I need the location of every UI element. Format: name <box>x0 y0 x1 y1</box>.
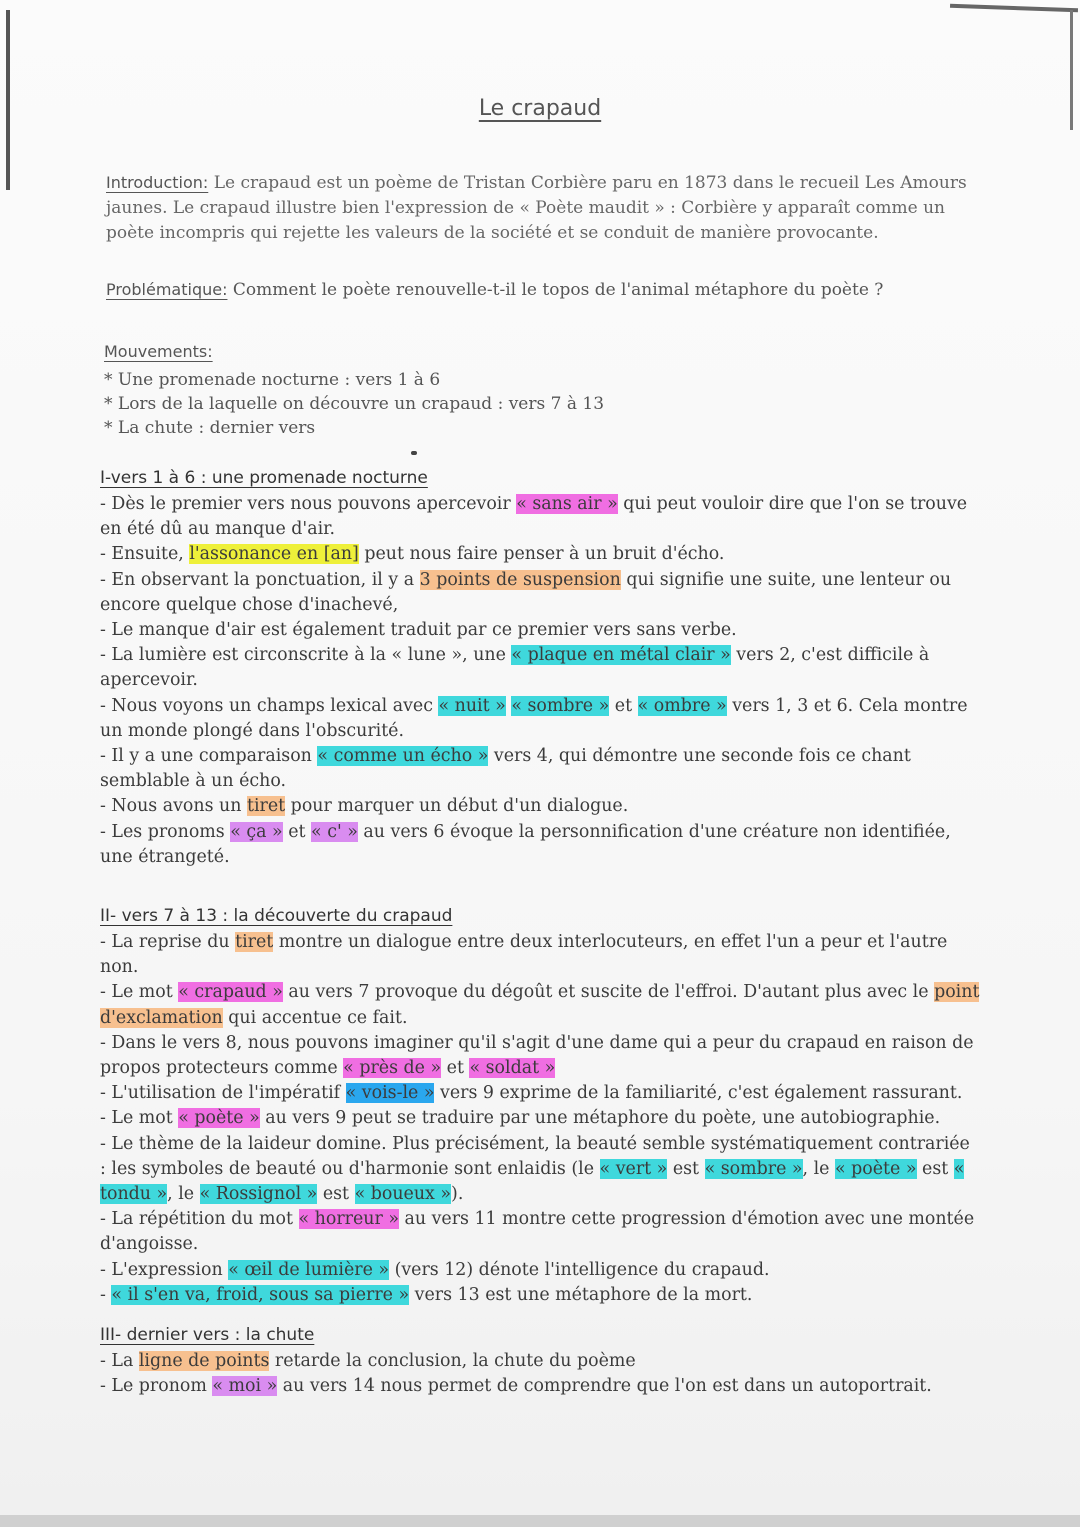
highlighted-quote: « sans air » <box>516 494 618 514</box>
introduction-label: Introduction: <box>106 173 209 192</box>
list-item <box>100 930 980 980</box>
highlighted-quote: « horreur » <box>298 1209 399 1230</box>
section-items <box>100 492 980 870</box>
text-fragment: - La lumière est circonscrite à la « lune », une <box>100 645 512 666</box>
text-fragment: qui accentue ce fait. <box>222 1007 408 1028</box>
text-fragment: est <box>916 1158 954 1179</box>
text-fragment: - En observant la ponctuation, il y a <box>100 569 420 590</box>
text-fragment: vers 13 est une métaphore de la mort. <box>409 1284 753 1305</box>
highlighted-quote: « œil de lumière » <box>228 1259 390 1280</box>
list-item <box>100 542 980 567</box>
text-fragment: - Le pronom <box>100 1376 213 1397</box>
section-1 <box>100 468 980 870</box>
highlighted-quote: tiret <box>235 932 274 952</box>
highlighted-quote: « moi » <box>212 1376 278 1397</box>
list-item <box>100 980 980 1030</box>
introduction-text: Le crapaud est un poème de Tristan Corbière paru en 1873 dans le recueil Les Amours jaunes. Le crapaud illustre bien l'expression de « Poète maudit » : Corbière y apparaît comme un poète incompris qui rejette les valeurs de la société et se conduit de manière provocante. <box>106 173 967 243</box>
text-fragment: montre un dialogue entre deux interlocuteurs, en effet l'un a peur et l'autre non. <box>100 932 948 978</box>
paper-edge-top <box>950 4 1078 12</box>
problematique-label: Problématique: <box>106 280 228 299</box>
list-item <box>100 1374 980 1399</box>
highlighted-quote: « vert » <box>599 1158 668 1179</box>
section-3 <box>100 1325 980 1399</box>
highlighted-quote: « ça » <box>230 821 283 842</box>
highlighted-quote: « poète » <box>178 1108 260 1129</box>
text-fragment: ). <box>451 1184 464 1205</box>
highlighted-quote: « nuit » <box>438 695 506 716</box>
section-2 <box>100 906 980 1308</box>
text-fragment: qui peut vouloir dire que l'on se trouve en été dû au manque d'air. <box>100 494 968 540</box>
list-item <box>100 820 980 870</box>
text-fragment: , le <box>167 1184 200 1205</box>
mouvements-label: Mouvements: <box>104 342 213 361</box>
highlighted-quote: « vois-le » <box>345 1083 435 1104</box>
highlighted-quote: « comme un écho » <box>317 746 489 767</box>
ink-dot <box>411 451 417 455</box>
text-fragment: , le <box>802 1158 835 1179</box>
text-fragment: - Dans le vers 8, nous pouvons imaginer qu'il s'agit d'une dame qui a peur du crapaud en raison de propos protecteurs comme <box>100 1032 974 1079</box>
text-fragment: qui signifie une suite, une lenteur ou encore quelque chose d'inachevé, <box>100 569 952 615</box>
text-fragment: - L'utilisation de l'impératif <box>100 1083 346 1104</box>
text-fragment: - La reprise du <box>100 932 236 952</box>
text-fragment: est <box>317 1184 355 1205</box>
text-fragment: au vers 14 nous permet de comprendre que l'on est dans un autoportrait. <box>277 1376 932 1397</box>
highlighted-quote: « ombre » <box>637 695 727 716</box>
text-fragment: - La <box>100 1351 139 1371</box>
section-items <box>100 1349 980 1399</box>
text-fragment: - Dès le premier vers nous pouvons apercevoir <box>100 494 517 514</box>
highlighted-quote: « boueux » <box>354 1184 452 1205</box>
list-item <box>100 492 980 542</box>
problematique <box>106 277 986 303</box>
page-title <box>0 96 1080 121</box>
list-item <box>100 1207 980 1257</box>
highlighted-quote: « près de » <box>343 1058 442 1079</box>
text-fragment: - Le mot <box>100 982 179 1003</box>
list-item <box>100 694 980 744</box>
text-fragment: pour marquer un début d'un dialogue. <box>285 796 629 817</box>
list-item: * Lors de la laquelle on découvre un crapaud : vers 7 à 13 <box>104 394 605 414</box>
highlighted-quote: point d'exclamation <box>100 982 980 1028</box>
list-item: * Une promenade nocturne : vers 1 à 6 <box>104 370 441 390</box>
page-title-text: Le crapaud <box>478 96 602 121</box>
highlighted-quote: « tondu » <box>100 1158 965 1205</box>
text-fragment: - Le mot <box>100 1108 179 1129</box>
list-item <box>100 1132 980 1208</box>
text-fragment: - <box>100 1284 112 1305</box>
highlighted-quote: 3 points de suspension <box>419 569 621 590</box>
highlighted-quote: « sombre » <box>704 1158 803 1179</box>
section-heading: II- vers 7 à 13 : la découverte du crapaud <box>100 906 453 926</box>
text-fragment: au vers 9 peut se traduire par une métaphore du poète, une autobiographie. <box>259 1108 941 1129</box>
text-fragment: au vers 7 provoque du dégoût et suscite de l'effroi. D'autant plus avec le <box>282 982 935 1003</box>
highlighted-quote: « soldat » <box>469 1058 556 1079</box>
text-fragment: - Il y a une comparaison <box>100 746 318 767</box>
introduction <box>106 170 986 246</box>
highlighted-quote: « sombre » <box>511 695 610 716</box>
text-fragment: et <box>441 1058 470 1079</box>
highlighted-quote: « poète » <box>835 1158 917 1179</box>
section-heading: I-vers 1 à 6 : une promenade nocturne <box>100 468 428 488</box>
text-fragment: et <box>282 821 312 842</box>
highlighted-quote: « Rossignol » <box>199 1184 318 1205</box>
list-item <box>100 1081 980 1106</box>
list-item <box>100 1258 980 1283</box>
list-item <box>100 1283 980 1308</box>
text-fragment: peut nous faire penser à un bruit d'écho. <box>358 544 725 565</box>
text-fragment: (vers 12) dénote l'intelligence du crapaud. <box>389 1259 770 1280</box>
list-item <box>100 1031 980 1081</box>
highlighted-quote: l'assonance en [an] <box>189 544 359 565</box>
list-item <box>100 643 980 693</box>
list-item <box>100 618 980 643</box>
list-item <box>100 1106 980 1131</box>
text-fragment: vers 2, c'est difficile à apercevoir. <box>100 645 930 691</box>
list-item <box>100 568 980 618</box>
text-fragment: au vers 11 montre cette progression d'émotion avec une montée d'angoisse. <box>100 1209 975 1255</box>
text-fragment: vers 9 exprime de la familiarité, c'est également rassurant. <box>434 1083 963 1104</box>
text-fragment: est <box>667 1158 705 1179</box>
mouvements <box>104 340 984 440</box>
highlighted-quote: tiret <box>247 796 286 817</box>
highlighted-quote: ligne de points <box>138 1351 270 1371</box>
text-fragment: vers 1, 3 et 6. Cela montre un monde plongé dans l'obscurité. <box>100 695 968 741</box>
highlighted-quote: « c' » <box>311 821 358 842</box>
text-fragment: - La répétition du mot <box>100 1209 299 1230</box>
text-fragment: - Ensuite, <box>100 544 190 565</box>
text-fragment: - Le thème de la laideur domine. Plus précisément, la beauté semble systématiquement contrariée : les symboles de beauté ou d'harmonie sont enlaidis (le <box>100 1133 970 1179</box>
text-fragment: - Nous voyons un champs lexical avec <box>100 695 439 716</box>
problematique-text: Comment le poète renouvelle-t-il le topos de l'animal métaphore du poète ? <box>232 280 884 300</box>
text-fragment: - Le manque d'air est également traduit par ce premier vers sans verbe. <box>100 620 737 641</box>
text-fragment: au vers 6 évoque la personnification d'une créature non identifiée, une étrangeté. <box>100 821 951 867</box>
section-items <box>100 930 980 1308</box>
text-fragment: retarde la conclusion, la chute du poème <box>269 1351 636 1371</box>
list-item <box>100 794 980 819</box>
paper-edge-bottom <box>0 1515 1080 1527</box>
mouvements-list <box>104 368 984 440</box>
text-fragment: - Nous avons un <box>100 796 247 817</box>
text-fragment: - Les pronoms <box>100 821 231 842</box>
highlighted-quote: « plaque en métal clair » <box>511 645 731 666</box>
text-fragment: - L'expression <box>100 1259 229 1280</box>
section-heading: III- dernier vers : la chute <box>100 1325 315 1345</box>
text-fragment: et <box>609 695 638 716</box>
list-item <box>100 744 980 794</box>
text-fragment: vers 4, qui démontre une seconde fois ce chant semblable à un écho. <box>100 746 911 792</box>
list-item: * La chute : dernier vers <box>104 418 316 438</box>
highlighted-quote: « crapaud » <box>178 982 283 1003</box>
list-item <box>100 1349 980 1374</box>
highlighted-quote: « il s'en va, froid, sous sa pierre » <box>111 1284 410 1305</box>
